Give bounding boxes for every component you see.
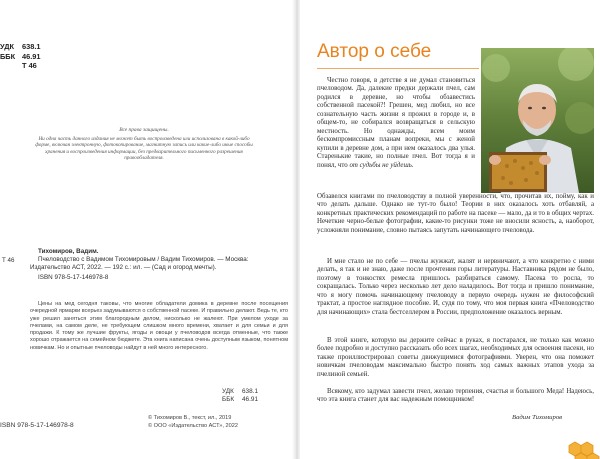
intro-rest: Обзавелся книгами по пчеловодству в полной уверенности, что, прочитав их, пойму, как и что делать дальше. Однако не тут-то было! Теории в них оказалось хоть отбавляй, а конкретных практических рекомендаций по работе на пасеке — мало, да и то в общих чертах. Нечеткие черно-белые фотографии, какие-то рисунки тоже не вносили ясность, а, наоборот, усложняли понимание, словно пытаясь запутать начинающего пчеловода. [317, 193, 594, 234]
rights-title: Все права защищены. [119, 127, 169, 133]
udc-key: УДК [222, 388, 234, 395]
author-signature: Вадим Тихомиров [512, 414, 563, 421]
paragraph-3: В этой книге, которую вы держите сейчас в руках, я постарался, не только как можно более подробно и доступно рассказать обо всех шагах, необходимых для освоения пасеки, но также проиллюстрировал советы движущимися фотографиями. Уверен, что она поможет новичкам пчеловодам максимально быстро понять ход самых важных этапов ухода за пчелиной семьей. [317, 337, 594, 378]
book-annotation: Цены на мед сегодня таковы, что многие обладатели домика в деревне после посещения очередной ярмарки всерьез задумываются о собственной пасеке. И правильно делают. Ведь те, кто уже решил заняться этим благородным делом, нисколько не жалеют. При умелом уходе за пчелами, на самом деле, не требующем слишком много времени, хватает и для семьи и для продажи. К тому же лучшие фрукты, ягоды и овощи у пчеловодов всегда отменные, что также хорошо отражается на семейном бюджете. Эта книга написана очень доступным языком, понятном новичкам. Но и опытные пчеловоды найдут в ней много интересного. [30, 301, 288, 351]
author-photo [481, 48, 594, 193]
copyright-line: © Тихомиров В., текст, ил., 2019 [148, 415, 232, 421]
udc-value: 638.1 [242, 388, 258, 395]
bibliographic-record [30, 248, 288, 282]
bbk-key: ББК [222, 396, 235, 404]
isbn-footer: ISBN 978-5-17-146978-8 [0, 422, 74, 429]
intro-emphasis: от судьбы не уйдешь. [349, 161, 414, 169]
bbk-value: 46.91 [242, 396, 258, 404]
intro-paragraph-continued [317, 193, 594, 235]
chapter-title: Автор о себе [317, 41, 432, 62]
copyright-line: © ООО «Издательство АСТ», 2022 [148, 422, 238, 429]
title-underline [317, 68, 479, 69]
rights-notice [34, 127, 254, 162]
udc-key: УДК [0, 42, 14, 51]
author-mark: Т 46 [2, 257, 15, 264]
honeycomb-decoration-icon [545, 420, 600, 459]
rights-text: Ни одна часть данного издания не может быть воспроизведена или использована в какой-либо форме, включая электронную, фотокопирование, магнитную запись или какие-либо иные способы хранения и воспроизведения информации, без предварительного письменного разрешения правообладателя. [35, 135, 253, 162]
biblio-description: Пчеловодство с Вадимом Тихомировым / Вадим Тихомиров. — Москва: Издательство АСТ, 2022. — 192 с.: ил. — (Сад и огород мечты). [30, 256, 249, 272]
biblio-isbn: ISBN 978-5-17-146978-8 [38, 273, 109, 281]
author-mark-value: Т 46 [22, 61, 37, 71]
author-mark-key [0, 61, 22, 71]
udc-block-top [0, 42, 41, 71]
bbk-value: 46.91 [22, 51, 41, 61]
paragraph-2: И мне стало не по себе — пчелы жужжат, жалят и нервничают, а что конкретно с ними делать, я так и не знаю, даже после прочтения горы литературы. Наставника рядом не было, поэтому в тонкостях ремесла пришлось разбираться самому. Пасека то росла, то сокращалась. Только через несколько лет дело наладилось. Вот тогда и пришло понимание, что я могу помочь начинающему пчеловоду в первую очередь нужен не философский трактат, а простое наглядное пособие. И, судя по тому, что моя первая книга «Пчеловодство для начинающих» стала бестселлером в России, предположение оказалось верным. [317, 258, 594, 316]
right-page [300, 0, 600, 459]
udc-value: 638.1 [22, 42, 41, 51]
copyright-block [148, 415, 238, 430]
paragraph-4: Всякому, кто задумал завести пчел, желаю терпения, счастья и большого Меда! Надеюсь, что эта книга станет для вас надежным помощником! [317, 388, 594, 404]
udc-block-bottom [222, 388, 258, 404]
left-page [0, 0, 294, 459]
biblio-author: Тихомиров, Вадим. [38, 248, 99, 255]
bbk-key: ББК [0, 51, 16, 61]
author-photo-image [481, 48, 594, 193]
intro-paragraph-narrow [317, 77, 475, 170]
intro-text: Честно говоря, в детстве я не думал становиться пчеловодом. Да, далекие предки держали пчел, сам родился в деревне, но чтобы обзавестись собственной пасекой?! Грешен, мед любил, но все сознательную часть жизни я прожил в городе и, в общем-то, не собирался возвращаться в сельскую местность. Но однажды, всем моим бескомпромиссным планам вопреки, мы с женой купили в деревне дом, а при нем оказалось два улья. Старенькие такие, но полные пчел. Вот тогда я и понял, что [317, 77, 475, 169]
